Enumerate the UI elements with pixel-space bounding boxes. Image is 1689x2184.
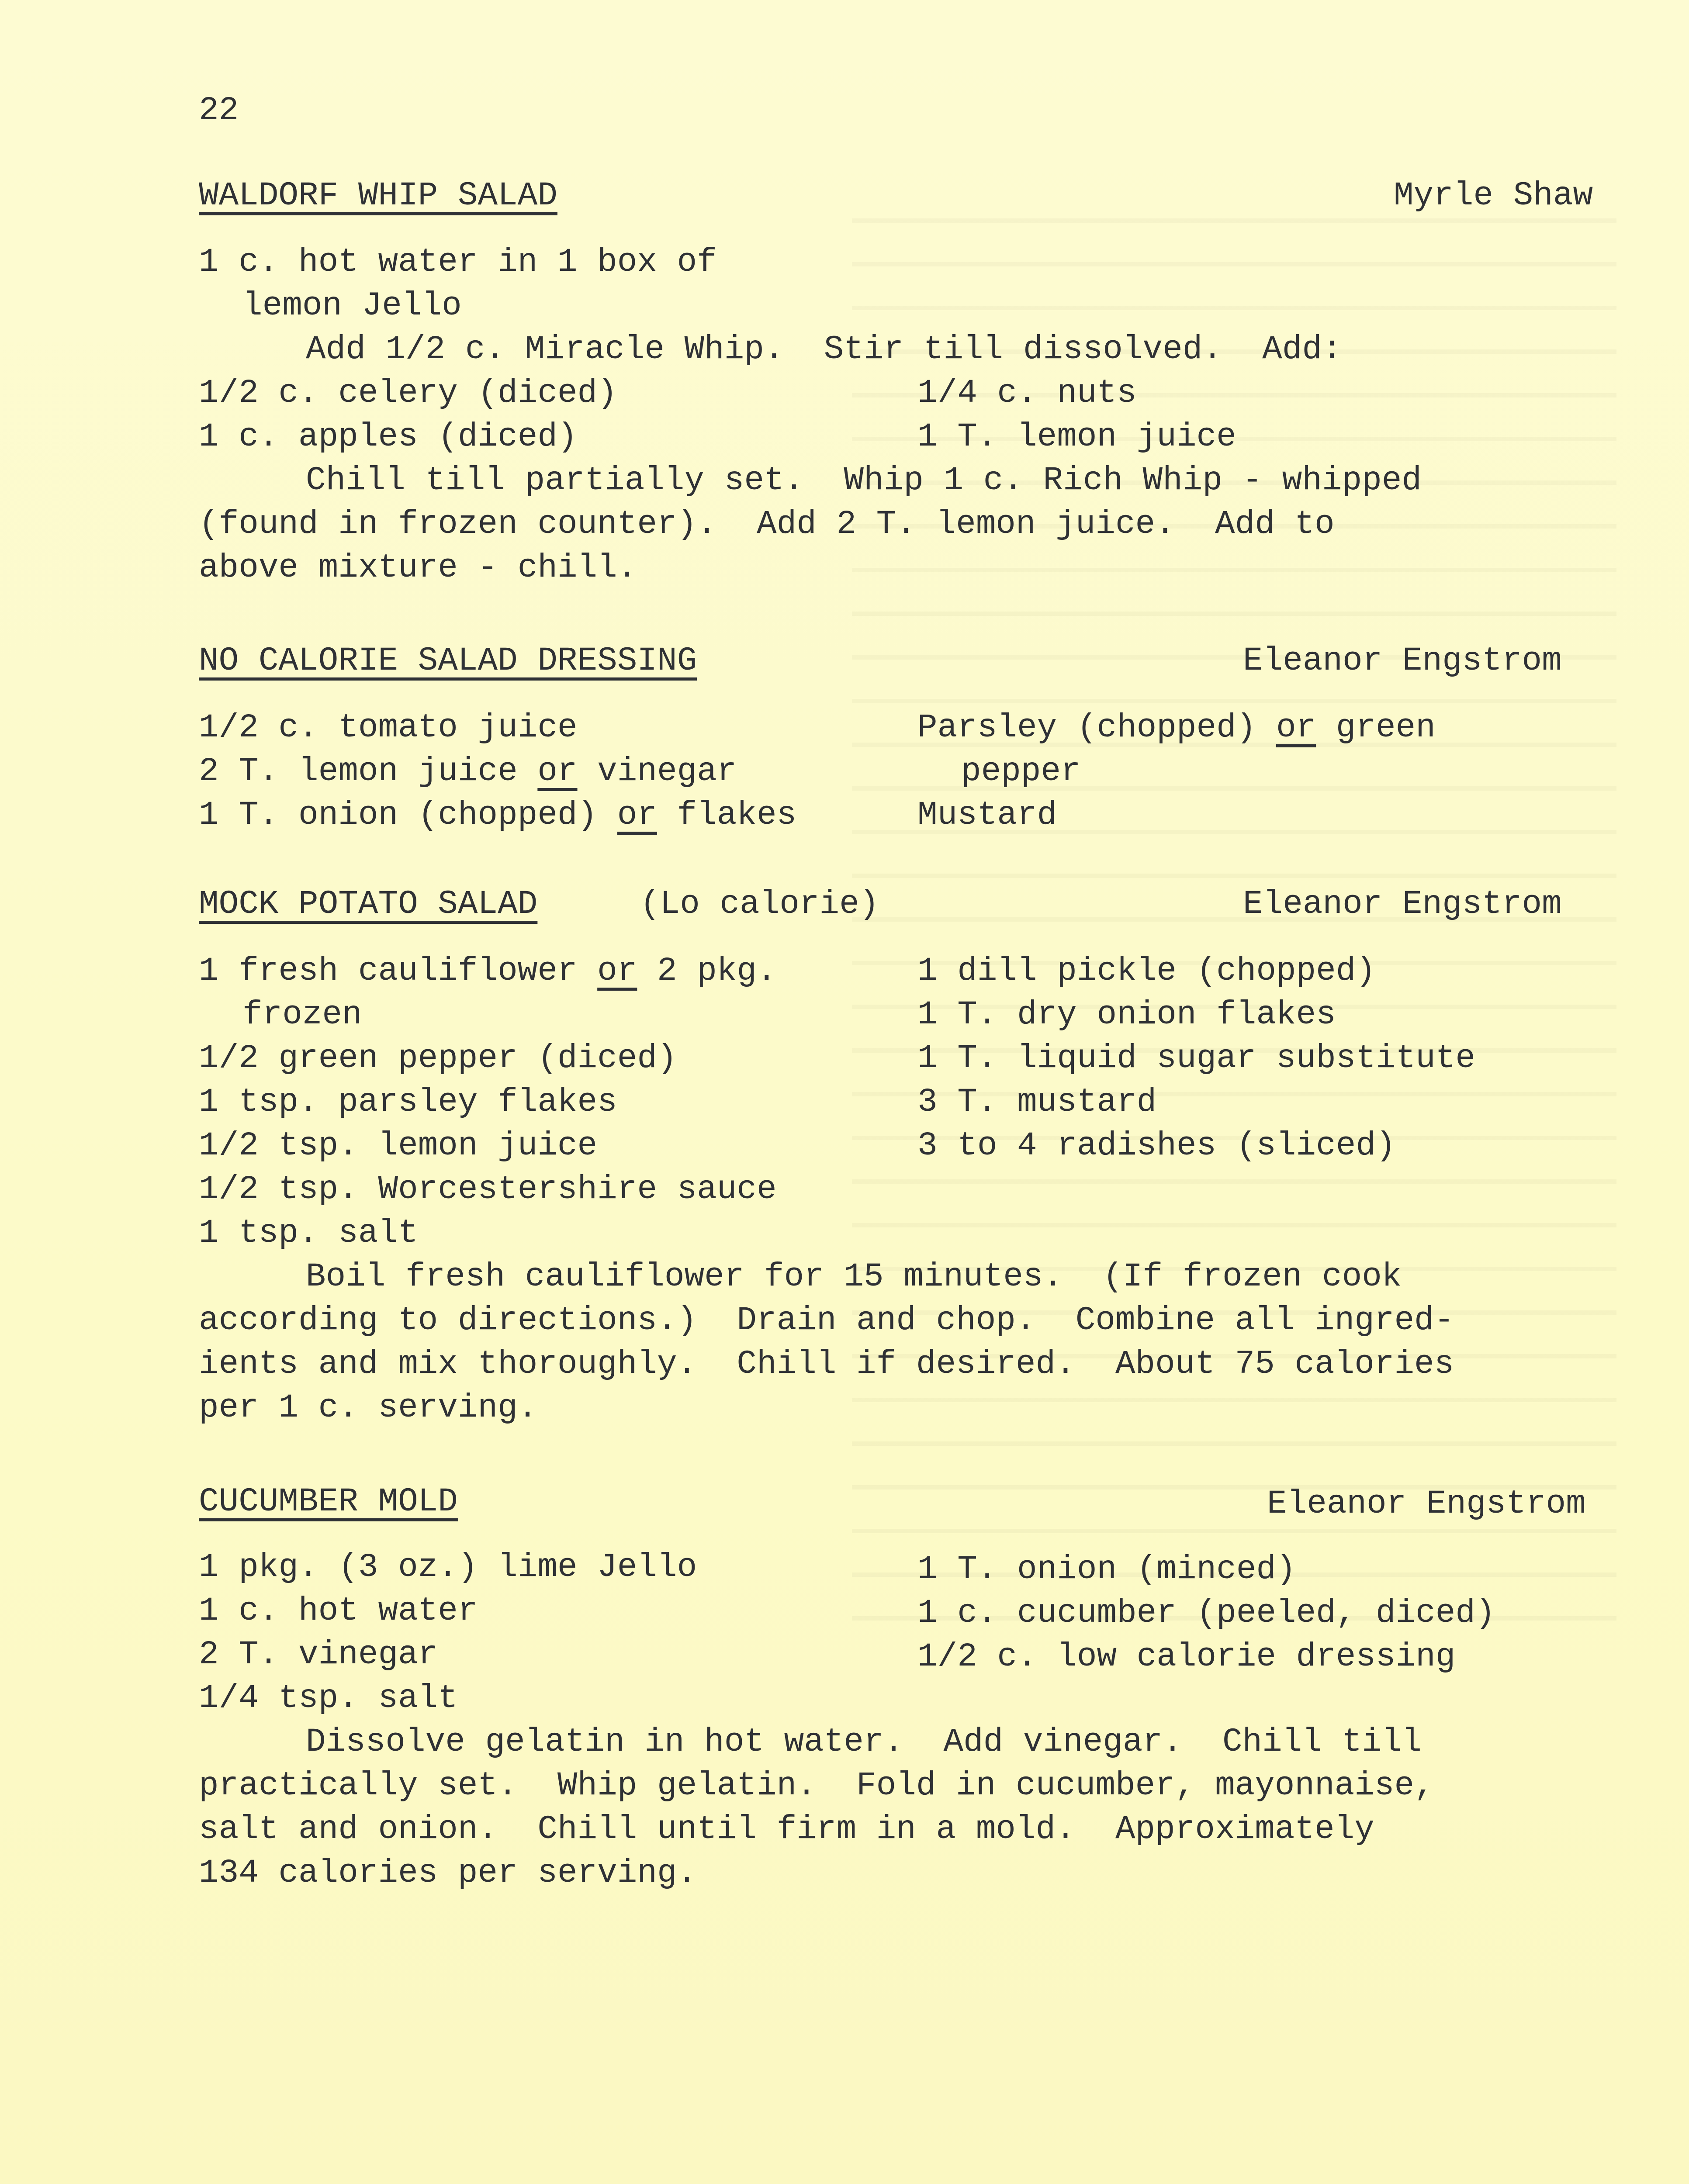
waldorf-line-5: 1/4 c. nuts [917,374,1137,412]
recipe-author-mock-potato: Eleanor Engstrom [1243,885,1562,923]
cucumber-ingredient-right-3: 1/2 c. low calorie dressing [917,1638,1456,1676]
mock-potato-ingredient-right-3: 1 T. liquid sugar substitute [917,1040,1476,1077]
dressing-ingredient-left-2: 2 T. lemon juice or vinegar [199,753,737,790]
recipe-author-cucumber: Eleanor Engstrom [1267,1485,1586,1523]
waldorf-line-6: 1 c. apples (diced) [199,418,578,456]
mock-potato-ingredient-left-1: 1 fresh cauliflower or 2 pkg. [199,952,777,990]
mock-potato-ingredient-right-2: 1 T. dry onion flakes [917,996,1336,1033]
waldorf-line-8: Chill till partially set. Whip 1 c. Rich Whip - whipped [306,462,1422,499]
cucumber-directions-2: practically set. Whip gelatin. Fold in cucumber, mayonnaise, [199,1767,1434,1804]
mock-potato-ingredient-left-7: 1 tsp. salt [199,1214,418,1252]
waldorf-line-4: 1/2 c. celery (diced) [199,374,617,412]
cucumber-ingredient-right-1: 1 T. onion (minced) [917,1551,1296,1588]
cucumber-directions-3: salt and onion. Chill until firm in a mold. Approximately [199,1811,1374,1848]
recipe-title-cucumber: CUCUMBER MOLD [199,1483,458,1521]
waldorf-line-10: above mixture - chill. [199,549,637,587]
mock-potato-directions-3: ients and mix thoroughly. Chill if desired. About 75 calories [199,1345,1454,1383]
mock-potato-ingredient-left-4: 1 tsp. parsley flakes [199,1083,617,1121]
mock-potato-directions-1: Boil fresh cauliflower for 15 minutes. (If frozen cook [306,1258,1402,1296]
mock-potato-ingredient-right-1: 1 dill pickle (chopped) [917,952,1376,990]
recipe-author-waldorf: Myrle Shaw [1394,177,1593,214]
recipe-subtitle-mock-potato: (Lo calorie) [640,885,879,923]
cucumber-directions-1: Dissolve gelatin in hot water. Add vinegar. Chill till [306,1723,1422,1761]
mock-potato-directions-4: per 1 c. serving. [199,1389,538,1427]
waldorf-line-2: lemon Jello [242,287,462,325]
cucumber-ingredient-left-2: 1 c. hot water [199,1592,478,1630]
cucumber-ingredient-left-1: 1 pkg. (3 oz.) lime Jello [199,1548,697,1586]
mock-potato-ingredient-left-3: 1/2 green pepper (diced) [199,1040,677,1077]
cucumber-ingredient-left-4: 1/4 tsp. salt [199,1679,458,1717]
cucumber-ingredient-right-2: 1 c. cucumber (peeled, diced) [917,1594,1495,1632]
mock-potato-ingredient-left-5: 1/2 tsp. lemon juice [199,1127,598,1165]
recipe-title-dressing: NO CALORIE SALAD DRESSING [199,642,697,680]
waldorf-line-7: 1 T. lemon juice [917,418,1236,456]
dressing-ingredient-left-1: 1/2 c. tomato juice [199,709,578,746]
recipe-title-waldorf: WALDORF WHIP SALAD [199,177,557,214]
cucumber-directions-4: 134 calories per serving. [199,1854,697,1892]
mock-potato-directions-2: according to directions.) Drain and chop. Combine all ingred- [199,1302,1454,1339]
page-number: 22 [199,92,239,129]
waldorf-line-1: 1 c. hot water in 1 box of [199,243,717,281]
recipe-title-mock-potato: MOCK POTATO SALAD [199,885,538,923]
mock-potato-ingredient-right-4: 3 T. mustard [917,1083,1157,1121]
dressing-ingredient-left-3: 1 T. onion (chopped) or flakes [199,796,797,834]
mock-potato-ingredient-left-6: 1/2 tsp. Worcestershire sauce [199,1171,777,1208]
recipe-author-dressing: Eleanor Engstrom [1243,642,1562,680]
dressing-ingredient-right-3: Mustard [917,796,1057,834]
waldorf-line-3: Add 1/2 c. Miracle Whip. Stir till dissolved. Add: [306,331,1342,368]
dressing-ingredient-right-2: pepper [961,753,1081,790]
waldorf-line-9: (found in frozen counter). Add 2 T. lemon juice. Add to [199,505,1335,543]
cucumber-ingredient-left-3: 2 T. vinegar [199,1636,438,1673]
dressing-ingredient-right-1: Parsley (chopped) or green [917,709,1436,746]
mock-potato-ingredient-left-2: frozen [242,996,362,1033]
mock-potato-ingredient-right-5: 3 to 4 radishes (sliced) [917,1127,1396,1165]
